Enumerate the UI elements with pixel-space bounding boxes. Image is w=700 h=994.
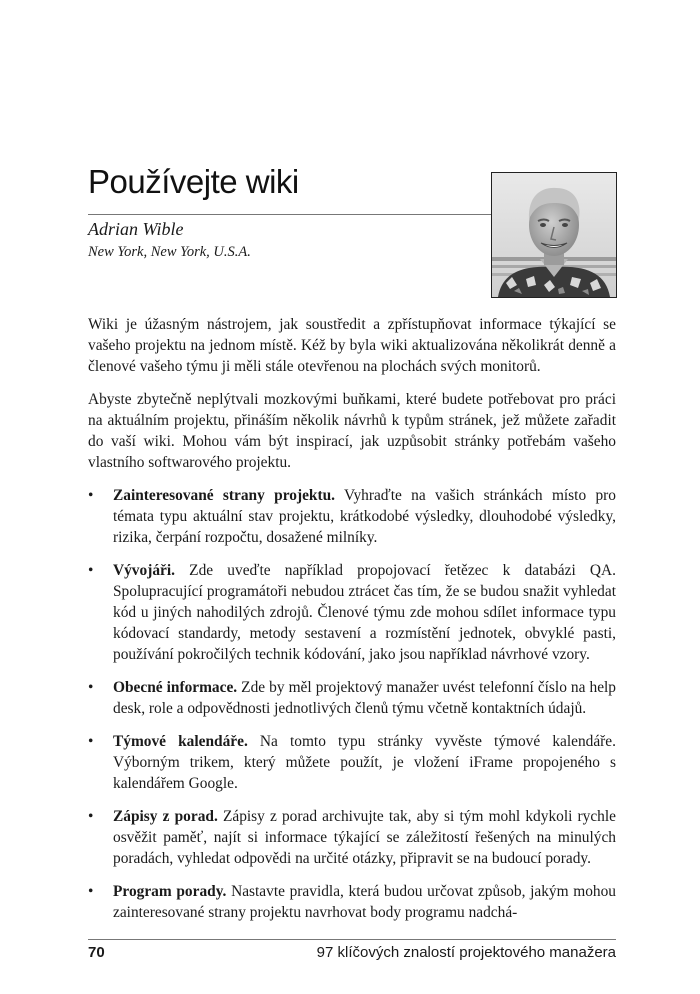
- page-number: 70: [88, 944, 105, 961]
- list-item: [88, 677, 616, 719]
- list-item: [88, 881, 616, 923]
- article-body: [88, 314, 616, 935]
- item-text: Na tomto typu stránky vyvěste týmové kalendáře. Výborným trikem, který můžete použít, je vložení iFrame propojeného s kalendářem Google.: [113, 733, 616, 792]
- list-item: [88, 731, 616, 794]
- list-item: [88, 485, 616, 548]
- item-term: Vývojáři.: [113, 562, 175, 579]
- bullet-list: [88, 485, 616, 923]
- author-name: Adrian Wible: [88, 219, 184, 239]
- item-term: Program porady.: [113, 883, 227, 900]
- bullet-icon: •: [88, 733, 94, 750]
- bullet-icon: •: [88, 562, 94, 579]
- item-text: Zde by měl projektový manažer uvést telefonní číslo na help desk, role a odpovědnosti jednotlivých členů týmu včetně kontaktních údajů.: [113, 679, 616, 717]
- author-photo: [491, 172, 617, 298]
- footer-divider: [88, 939, 616, 940]
- bullet-icon: •: [88, 679, 94, 696]
- item-text: Vyhraďte na vašich stránkách místo pro témata typu aktuální stav projektu, krátkodobé výsledky, dlouhodobé výsledky, rizika, čerpání rozpočtu, dosažené milníky.: [113, 487, 616, 546]
- item-term: Obecné informace.: [113, 679, 238, 696]
- bullet-icon: •: [88, 808, 94, 825]
- item-term: Týmové kalendáře.: [113, 733, 248, 750]
- item-text: Zde uveďte například propojovací řetězec k databázi QA. Spolupracující programátoři nebudou ztrácet čas tím, že se budou snažit vyhledat kód u jiných nahodilých zdrojů. Členové týmu zde mohou sdílet informace typu kódovací standardy, metody sestavení a rozmístění jednotek, obvyklé pasti, používání pokročilých technik kódování, jako jsou například návrhové vzory.: [113, 562, 616, 663]
- author-location: New York, New York, U.S.A.: [88, 244, 251, 260]
- title-divider: [88, 214, 492, 215]
- bullet-icon: •: [88, 883, 94, 900]
- list-item: [88, 560, 616, 665]
- paragraph: Wiki je úžasným nástrojem, jak soustředit a zpřístupňovat informace týkající se vašeho projektu na jednom místě. Kéž by byla wiki aktualizována několikrát denně a členové vašeho týmu ji měli stále otevřenou na plochách svých monitorů.: [88, 316, 616, 375]
- item-term: Zainteresované strany projektu.: [113, 487, 335, 504]
- bullet-icon: •: [88, 487, 94, 504]
- page-title: Používejte wiki: [88, 163, 299, 200]
- item-text: Nastavte pravidla, která budou určovat způsob, jakým mohou zainteresované strany projektu navrhovat body programu nadchá-: [113, 883, 616, 921]
- running-footer-title: 97 klíčových znalostí projektového manažera: [316, 944, 616, 961]
- item-text: Zápisy z porad archivujte tak, aby si tým mohl kdykoli rychle osvěžit paměť, najít si informace týkající se záležitostí řešených na minulých poradách, vyhledat odpovědi na určité otázky, připravit se na budoucí porady.: [113, 808, 616, 867]
- list-item: [88, 806, 616, 869]
- paragraph: Abyste zbytečně neplýtvali mozkovými buňkami, které budete potřebovat pro práci na aktuálním projektu, přináším několik návrhů k typům stránek, jež můžete zařadit do vaší wiki. Mohou vám být inspirací, jak uzpůsobit stránky potřebám vašeho vlastního softwarového projektu.: [88, 391, 616, 471]
- item-term: Zápisy z porad.: [113, 808, 218, 825]
